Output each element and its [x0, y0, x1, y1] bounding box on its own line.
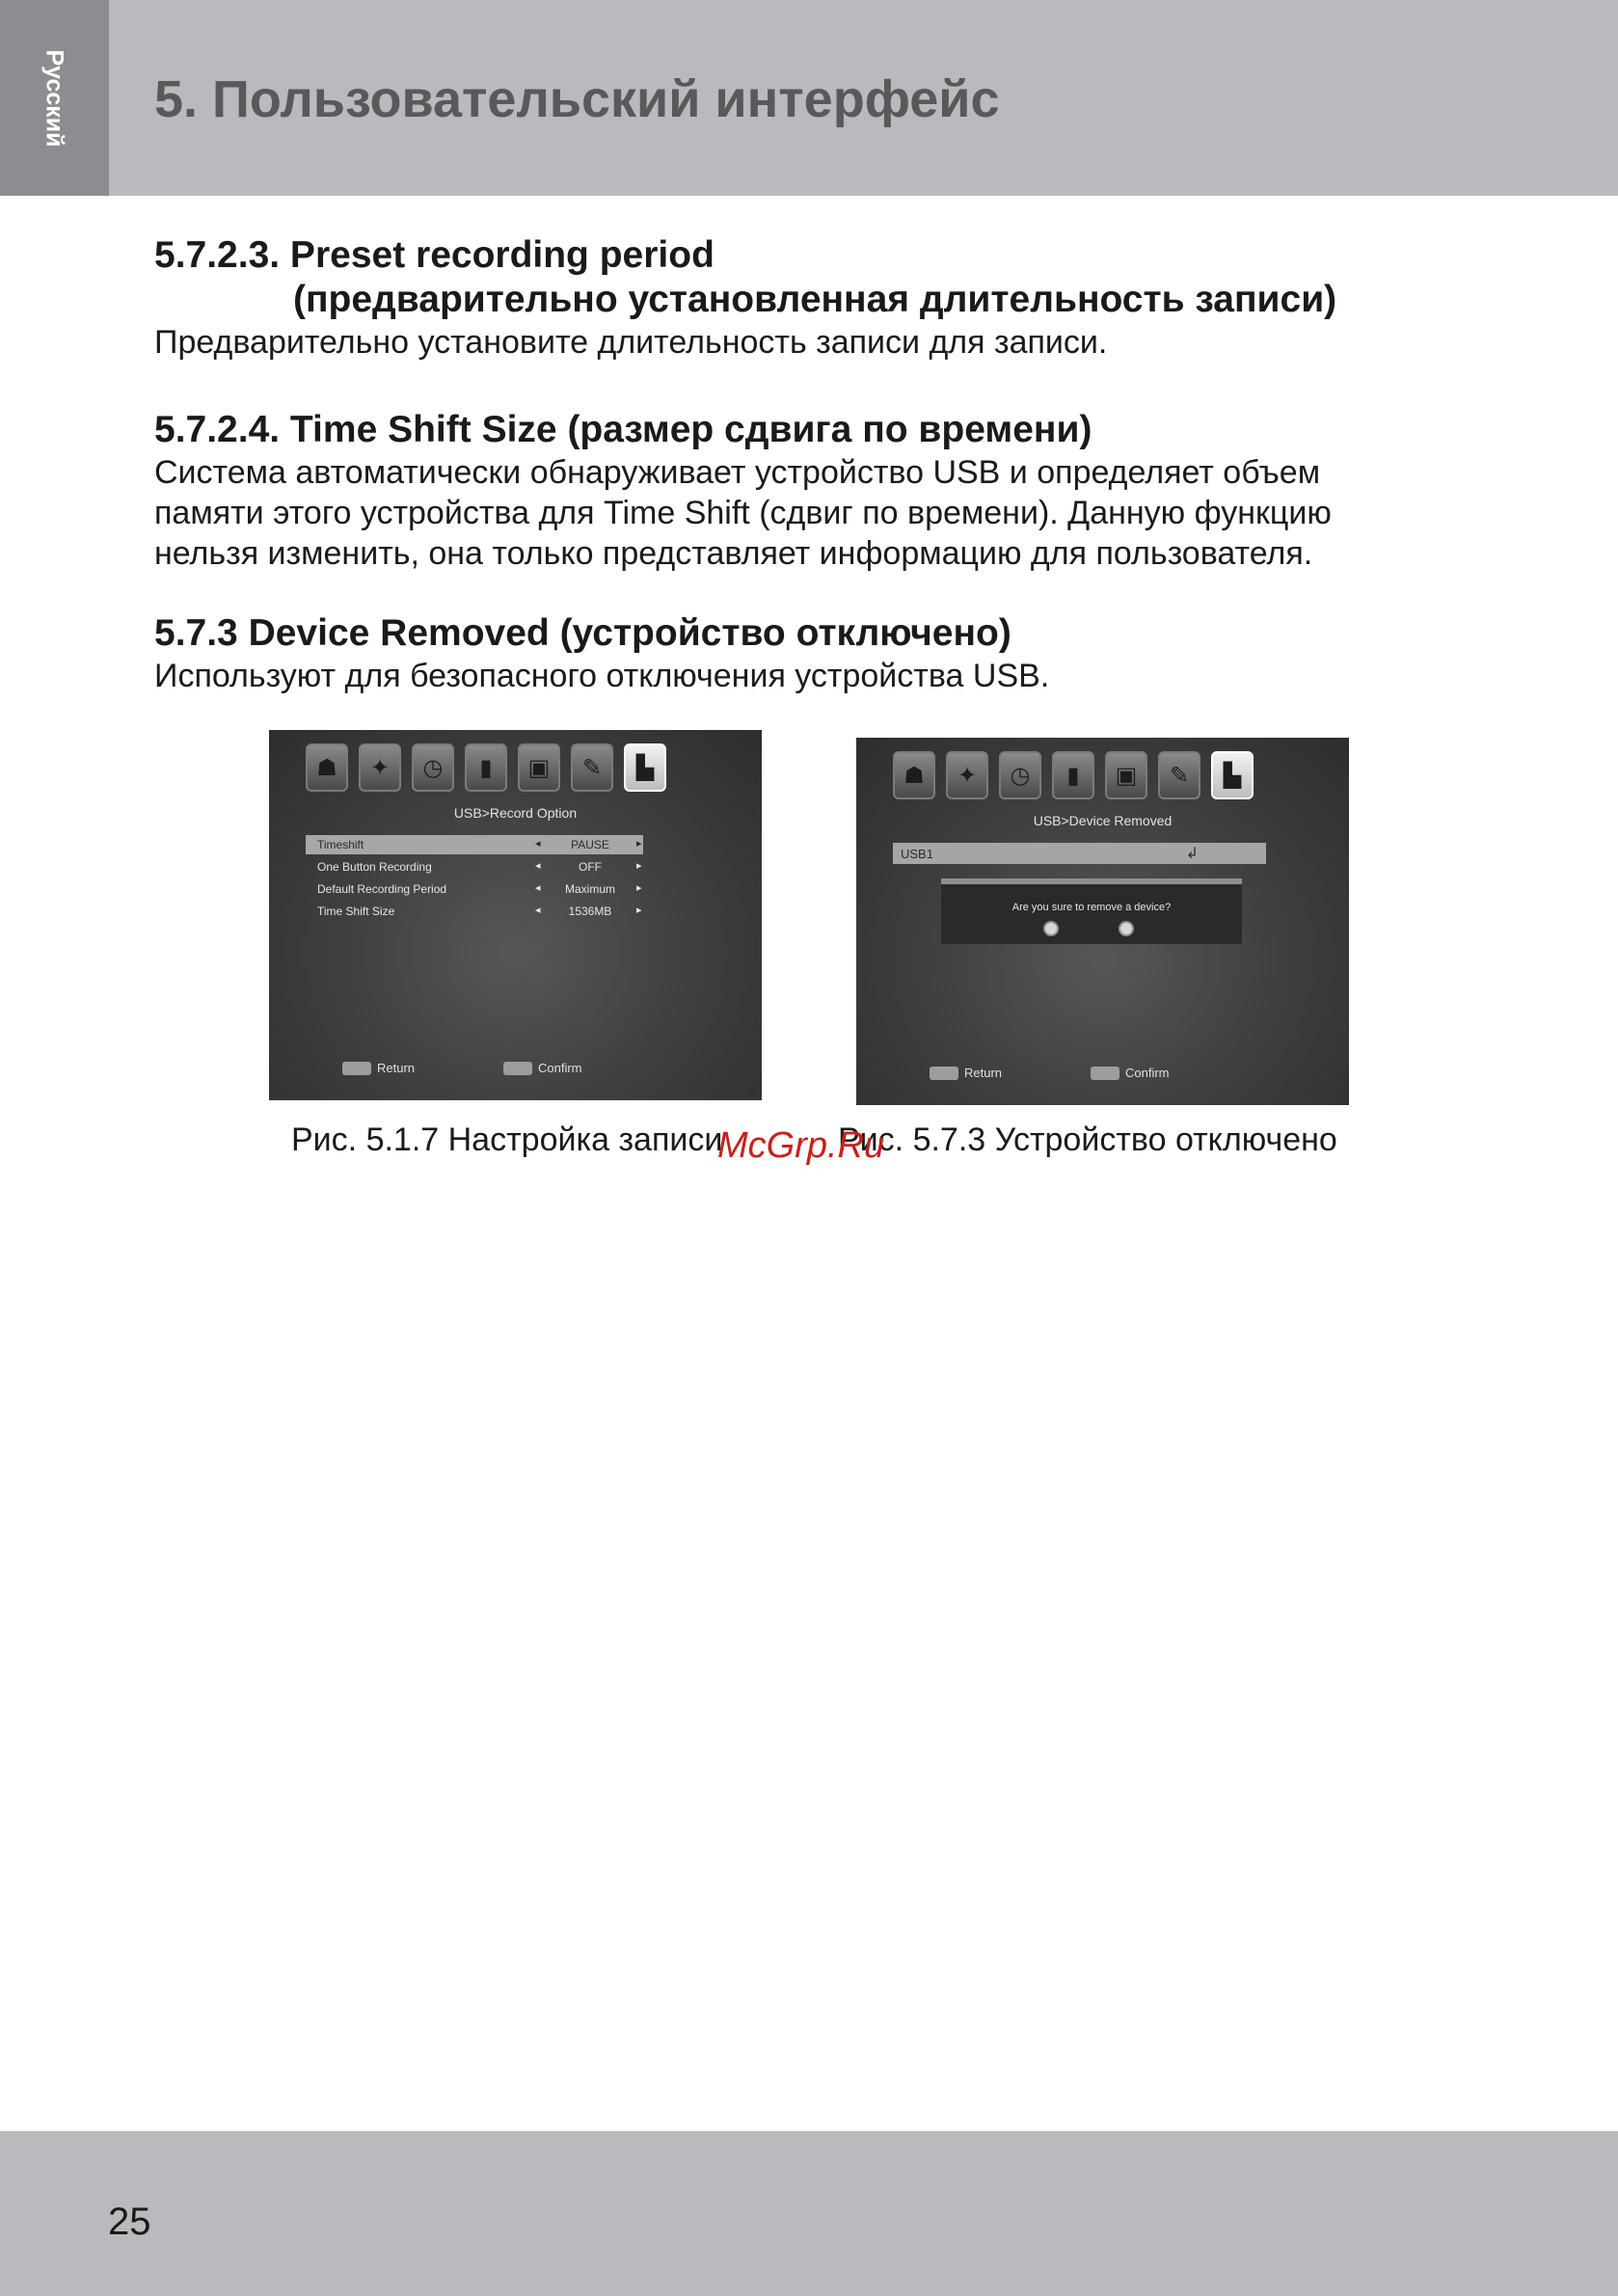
confirm-hint [503, 1061, 582, 1075]
installation-icon: ✦ [359, 743, 401, 792]
exit-key-icon [342, 1062, 371, 1075]
section-device-removed [154, 611, 1427, 696]
option-label: One Button Recording [317, 860, 432, 874]
lock-icon: ▮ [1052, 751, 1094, 799]
language-tab-label: Русский [40, 49, 68, 148]
confirm-label: Confirm [1125, 1066, 1170, 1080]
arrow-right-icon: ▸ [636, 905, 642, 916]
section-body-line: Используют для безопасного отключения устройства USB. [154, 658, 1050, 694]
usb-icon: ▙ [624, 743, 666, 792]
section-heading: 5.7.3 Device Removed (устройство отключено) [154, 612, 1011, 654]
arrow-right-icon: ▸ [636, 882, 642, 894]
usb-icon: ▙ [1211, 751, 1254, 799]
yes-button[interactable] [1043, 921, 1059, 936]
usb-device-label: USB1 [901, 847, 933, 861]
lock-icon: ▮ [465, 743, 507, 792]
option-value: 1536MB [568, 905, 612, 918]
menu-icon-row [306, 743, 666, 792]
section-time-shift-size [154, 408, 1427, 574]
usb-device-row[interactable] [893, 843, 1266, 864]
arrow-right-icon: ▸ [636, 838, 642, 850]
section-body-line: Система автоматически обнаруживает устройство USB и определяет объем [154, 454, 1321, 491]
section-body-line: нельзя изменить, она только представляет информацию для пользователя. [154, 535, 1313, 572]
option-row-one-button-recording[interactable] [306, 857, 643, 877]
ok-key-icon [1091, 1067, 1119, 1080]
system-icon: ▣ [1105, 751, 1147, 799]
return-label: Return [964, 1066, 1003, 1080]
return-label: Return [377, 1061, 416, 1075]
arrow-right-icon: ▸ [636, 860, 642, 872]
section-body-line: Предварительно установите длительность записи для записи. [154, 324, 1108, 361]
return-hint [342, 1061, 415, 1075]
figure-caption-device-removed: Рис. 5.7.3 Устройство отключено [838, 1121, 1337, 1158]
remove-device-dialog [941, 878, 1242, 944]
ok-key-icon [503, 1062, 532, 1075]
chapter-title: 5. Пользовательский интерфейс [154, 70, 1000, 128]
screen-title: USB>Record Option [453, 805, 578, 821]
section-preset-recording-period [154, 233, 1427, 363]
return-hint [930, 1066, 1002, 1080]
option-label: Time Shift Size [317, 905, 395, 918]
section-heading: 5.7.2.3. Preset recording period [154, 234, 715, 276]
record-option-screenshot [269, 730, 762, 1100]
arrow-left-icon: ◂ [535, 882, 541, 894]
confirm-hint [1091, 1066, 1170, 1080]
section-body-line: памяти этого устройства для Time Shift (сдвиг по времени). Данную функцию [154, 495, 1332, 531]
page-number: 25 [108, 2201, 151, 2243]
time-icon: ◷ [412, 743, 454, 792]
language-tab [0, 0, 109, 196]
confirm-label: Confirm [538, 1061, 582, 1075]
watermark: McGrp.Ru [717, 1125, 885, 1166]
screen-title: USB>Device Removed [1033, 813, 1173, 828]
arrow-left-icon: ◂ [535, 838, 541, 850]
option-label: Timeshift [317, 838, 364, 851]
enter-icon: ↲ [1185, 846, 1199, 862]
system-icon: ▣ [518, 743, 560, 792]
exit-key-icon [930, 1067, 958, 1080]
option-row-default-recording-period[interactable] [306, 879, 643, 899]
section-heading: 5.7.2.4. Time Shift Size (размер сдвига по времени) [154, 409, 1092, 450]
figure-caption-record-settings: Рис. 5.1.7 Настройка записи [291, 1121, 723, 1158]
channel-icon: ☗ [306, 743, 348, 792]
channel-icon: ☗ [893, 751, 935, 799]
option-row-time-shift-size[interactable] [306, 902, 643, 921]
page-footer [0, 2131, 1618, 2296]
tools-icon: ✎ [1158, 751, 1200, 799]
option-value: OFF [579, 860, 602, 874]
dialog-question: Are you sure to remove a device? [1011, 902, 1172, 913]
arrow-left-icon: ◂ [535, 905, 541, 916]
no-button[interactable] [1119, 921, 1134, 936]
device-removed-screenshot [856, 738, 1349, 1105]
option-row-timeshift[interactable] [306, 835, 643, 854]
option-value: Maximum [564, 882, 615, 896]
menu-icon-row [893, 751, 1254, 799]
option-value: PAUSE [571, 838, 609, 851]
section-heading-line2: (предварительно установленная длительность записи) [293, 279, 1337, 320]
option-label: Default Recording Period [317, 882, 447, 896]
tools-icon: ✎ [571, 743, 613, 792]
installation-icon: ✦ [946, 751, 988, 799]
arrow-left-icon: ◂ [535, 860, 541, 872]
time-icon: ◷ [999, 751, 1041, 799]
